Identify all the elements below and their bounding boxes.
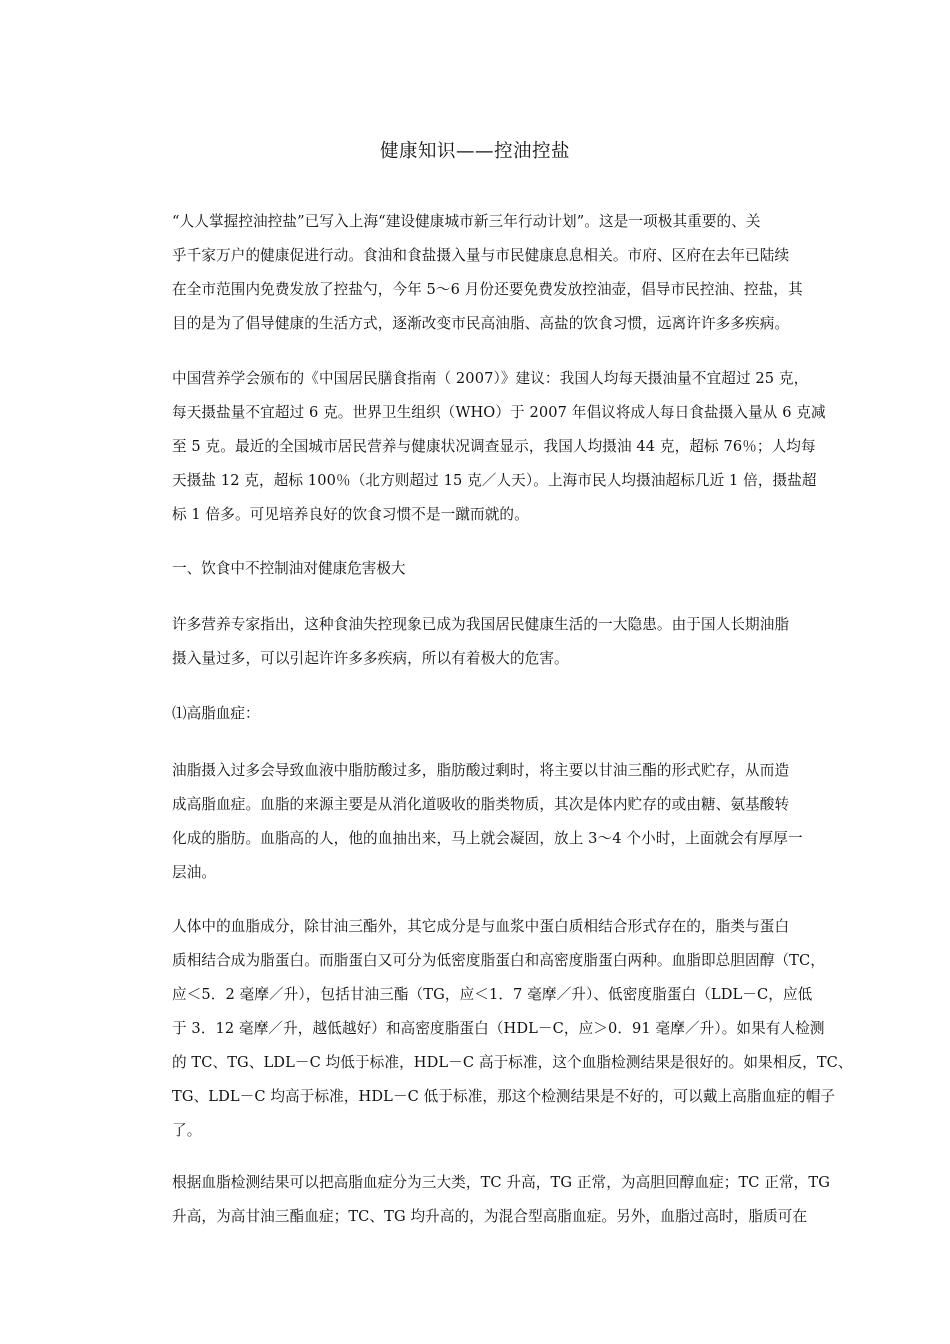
text-line: 了。 (172, 1122, 202, 1139)
paragraph-intro (172, 205, 803, 341)
paragraph-hyperlipidemia (172, 754, 803, 890)
text-line: 天摄盐 12 克，超标 100％（北方则超过 15 克／人天）。上海市民人均摄油超标几近 1 倍，摄盐超 (172, 472, 817, 489)
text-line: 在全市范围内免费发放了控盐勺，今年 5～6 月份还要免费发放控油壶，倡导市民控油、控盐，其 (172, 281, 803, 298)
text-line: 标 1 倍多。可见培养良好的饮食习惯不是一蹴而就的。 (172, 506, 529, 523)
text-line: 乎千家万户的健康促进行动。食油和食盐摄入量与市民健康息息相关。市府、区府在去年已陆续 (172, 247, 790, 264)
paragraph-experts (172, 608, 789, 676)
text-line: 许多营养专家指出，这种食油失控现象已成为我国居民健康生活的一大隐患。由于国人长期油脂 (172, 616, 790, 633)
document-title: 健康知识——控油控盐 (379, 141, 570, 162)
text-line: 至 5 克。最近的全国城市居民营养与健康状况调查显示，我国人均摄油 44 克，超标 76％；人均每 (172, 438, 816, 455)
text-line: 中国营养学会颁布的《中国居民膳食指南（ 2007）》建议：我国人均每天摄油量不宜超过 25 克， (172, 370, 809, 387)
text-line: 摄入量过多，可以引起许许多多疾病，所以有着极大的危害。 (172, 650, 569, 667)
text-line: 根据血脂检测结果可以把高脂血症分为三大类，TC 升高，TG 正常，为高胆回醇血症；TC 正常，TG (172, 1174, 830, 1191)
section-heading: 一、饮食中不控制油对健康危害极大 (172, 560, 406, 577)
text-line: “人人掌握控油控盐”已写入上海“建设健康城市新三年行动计划”。这是一项极其重要的、关 (172, 213, 761, 230)
text-line: 每天摄盐量不宜超过 6 克。世界卫生组织（WHO）于 2007 年倡议将成人每日食盐摄入量从 6 克减 (172, 404, 826, 421)
text-line: 层油。 (172, 864, 217, 881)
text-line: 目的是为了倡导健康的生活方式，逐渐改变市民高油脂、高盐的饮食习惯，远离许许多多疾病。 (172, 315, 790, 332)
text-line: 成高脂血症。血脂的来源主要是从消化道吸收的脂类物质，其次是体内贮存的或由糖、氨基酸转 (172, 796, 790, 813)
text-line: 升高，为高甘油三酯血症；TC、TG 均升高的，为混合型高脂血症。另外，血脂过高时，脂质可在 (172, 1208, 808, 1225)
text-line: 的 TC、TG、LDL－C 均低于标准，HDL－C 高于标准，这个血脂检测结果是很好的。如果相反，TC、 (172, 1054, 853, 1071)
text-line: 应＜5．2 毫摩／升），包括甘油三酯（TG，应＜1．7 毫摩／升）、低密度脂蛋白（LDL－C，应低 (172, 986, 813, 1003)
text-line: TG、LDL－C 均高于标准，HDL－C 低于标准，那这个检测结果是不好的，可以戴上高脂血症的帽子 (172, 1088, 836, 1105)
paragraph-classification (172, 1166, 830, 1234)
text-line: 化成的脂肪。血脂高的人，他的血抽出来，马上就会凝固，放上 3～4 个小时，上面就会有厚厚一 (172, 830, 803, 847)
text-line: 于 3．12 毫摩／升，越低越好）和高密度脂蛋白（HDL－C，应＞0．91 毫摩／升）。如果有人检测 (172, 1020, 825, 1037)
text-line: 油脂摄入过多会导致血液中脂肪酸过多，脂肪酸过剩时，将主要以甘油三酯的形式贮存，从而造 (172, 762, 790, 779)
paragraph-guidelines (172, 362, 826, 532)
paragraph-lipid-components (172, 910, 853, 1148)
subsection-heading: ⑴高脂血症： (172, 705, 260, 722)
text-line: 人体中的血脂成分，除甘油三酯外，其它成分是与血浆中蛋白质相结合形式存在的，脂类与蛋白 (172, 918, 790, 935)
text-line: 质相结合成为脂蛋白。而脂蛋白又可分为低密度脂蛋白和高密度脂蛋白两种。血脂即总胆固醇（TC， (172, 952, 825, 969)
